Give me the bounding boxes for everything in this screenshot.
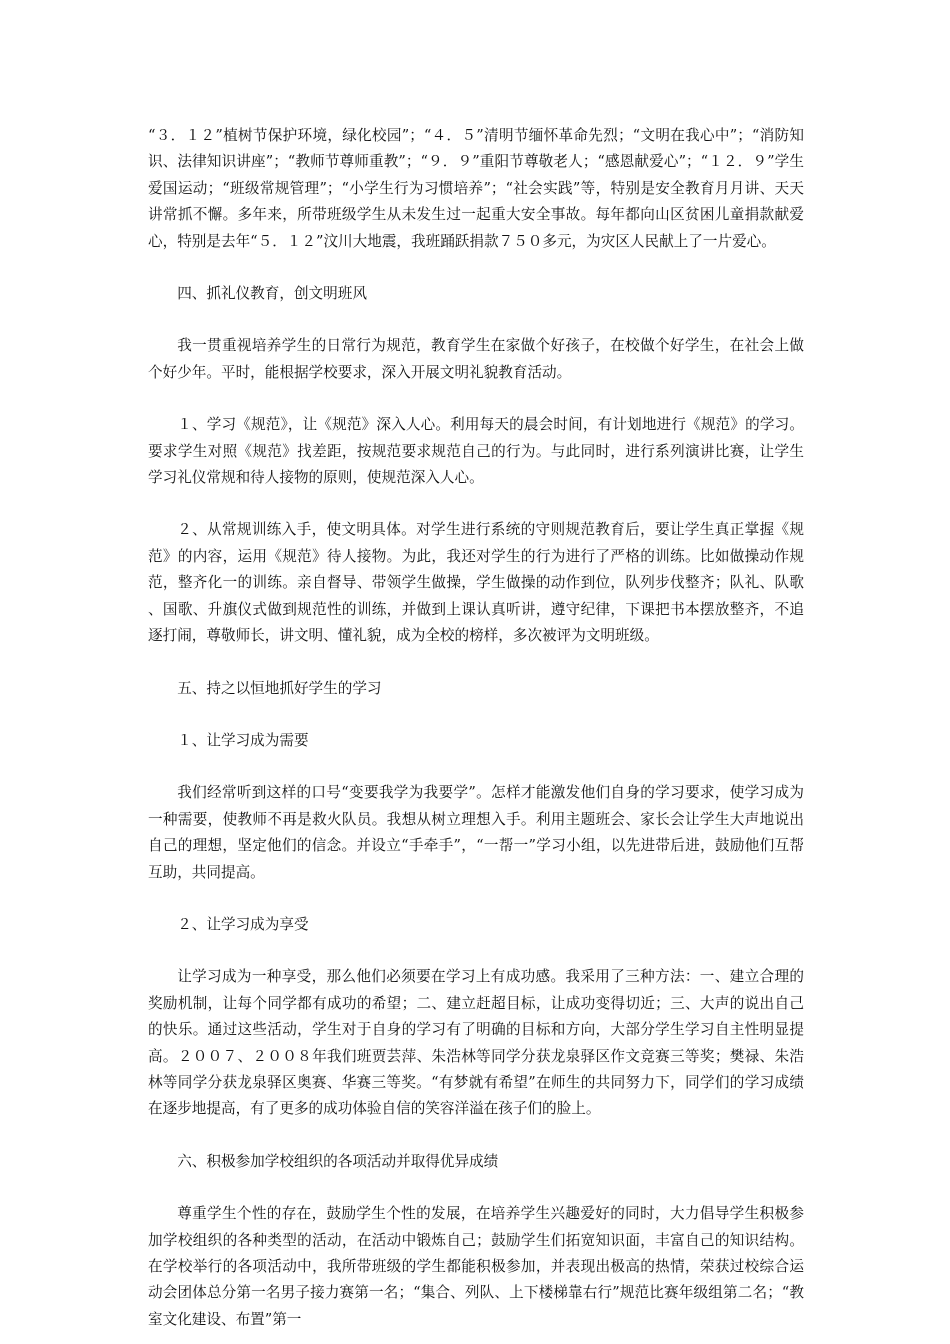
heading-section-6: 六、积极参加学校组织的各项活动并取得优异成绩 [177, 1152, 499, 1170]
document-body [148, 123, 804, 1333]
paragraph-spacer [148, 307, 804, 333]
heading-section-5-item-1: １、让学习成为需要 [177, 731, 309, 749]
heading-section-5-item-2: ２、让学习成为享受 [177, 915, 309, 933]
paragraph-spacer [148, 386, 804, 412]
paragraph-spacer [148, 491, 804, 517]
heading-section-5: 五、持之以恒地抓好学生的学习 [177, 679, 382, 697]
paragraph-activities: “３．１２”植树节保护环境，绿化校园”；“４．５”清明节缅怀革命先烈；“文明在我心中”；“消防知识、法律知识讲座”；“教师节尊师重教”；“９．９”重阳节尊敬老人；“感恩献爱心”；“１２．９”学生爱国运动；“班级常规管理”；“小学生行为习惯培养”；“社会实践”等，特别是安全教育月月讲、天天讲常抓不懈。多年来，所带班级学生从未发生过一起重大安全事故。每年都向山区贫困儿童捐款献爱心，特别是去年“５．１２”汶川大地震，我班踊跃捐款７５０多元，为灾区人民献上了一片爱心。 [148, 127, 804, 250]
paragraph-section-4-intro: 我一贯重视培养学生的日常行为规范，教育学生在家做个好孩子，在校做个好学生，在社会上做个好少年。平时，能根据学校要求，深入开展文明礼貌教育活动。 [148, 337, 804, 381]
paragraph-spacer [148, 1123, 804, 1149]
paragraph-spacer [148, 1175, 804, 1201]
paragraph-spacer [148, 886, 804, 912]
paragraph-spacer [148, 650, 804, 676]
paragraph-spacer [148, 938, 804, 964]
paragraph-section-5-item-1: 我们经常听到这样的口号“变要我学为我要学”。怎样才能激发他们自身的学习要求，使学习成为一种需要，使教师不再是救火队员。我想从树立理想入手。利用主题班会、家长会让学生大声地说出自己的理想，坚定他们的信念。并设立“手牵手”，“一帮一”学习小组，以先进带后进，鼓励他们互帮互助，共同提高。 [148, 784, 804, 881]
paragraph-spacer [148, 702, 804, 728]
paragraph-spacer [148, 255, 804, 281]
paragraph-spacer [148, 754, 804, 780]
paragraph-section-4-item-2: ２、从常规训练入手，使文明具体。对学生进行系统的守则规范教育后，要让学生真正掌握《规范》的内容，运用《规范》待人接物。为此，我还对学生的行为进行了严格的训练。比如做操动作规范，整齐化一的训练。亲自督导、带领学生做操，学生做操的动作到位，队列步伐整齐；队礼、队歌、国歌、升旗仪式做到规范性的训练，并做到上课认真听讲，遵守纪律，下课把书本摆放整齐，不追逐打闹，尊敬师长，讲文明、懂礼貌，成为全校的榜样，多次被评为文明班级。 [148, 521, 804, 645]
paragraph-section-5-item-2: 让学习成为一种享受，那么他们必须要在学习上有成功感。我采用了三种方法：一、建立合理的奖励机制，让每个同学都有成功的希望；二、建立赶超目标，让成功变得切近；三、大声的说出自己的快乐。通过这些活动，学生对于自身的学习有了明确的目标和方向，大部分学生学习自主性明显提高。２００７、２００８年我们班贾芸萍、朱浩林等同学分获龙泉驿区作文竞赛三等奖；樊禄、朱浩林等同学分获龙泉驿区奥赛、华赛三等奖。“有梦就有希望”在师生的共同努力下，同学们的学习成绩在逐步地提高，有了更多的成功体验自信的笑容洋溢在孩子们的脸上。 [148, 968, 804, 1118]
heading-section-4: 四、抓礼仪教育，创文明班风 [177, 285, 367, 303]
paragraph-section-4-item-1: １、学习《规范》，让《规范》深入人心。利用每天的晨会时间，有计划地进行《规范》的学习。要求学生对照《规范》找差距，按规范要求规范自己的行为。与此同时，进行系列演讲比赛，让学生学习礼仪常规和待人接物的原则，使规范深入人心。 [148, 416, 804, 487]
paragraph-section-6: 尊重学生个性的存在，鼓励学生个性的发展，在培养学生兴趣爱好的同时，大力倡导学生积极参加学校组织的各种类型的活动，在活动中锻炼自己；鼓励学生们拓宽知识面，丰富自己的知识结构。在学校举行的各项活动中，我所带班级的学生都能积极参加，并表现出极高的热情，荣获过校综合运动会团体总分第一名男子接力赛第一名；“集合、列队、上下楼梯靠右行”规范比赛年级组第二名；“教室文化建设、布置”第一 [148, 1205, 804, 1328]
